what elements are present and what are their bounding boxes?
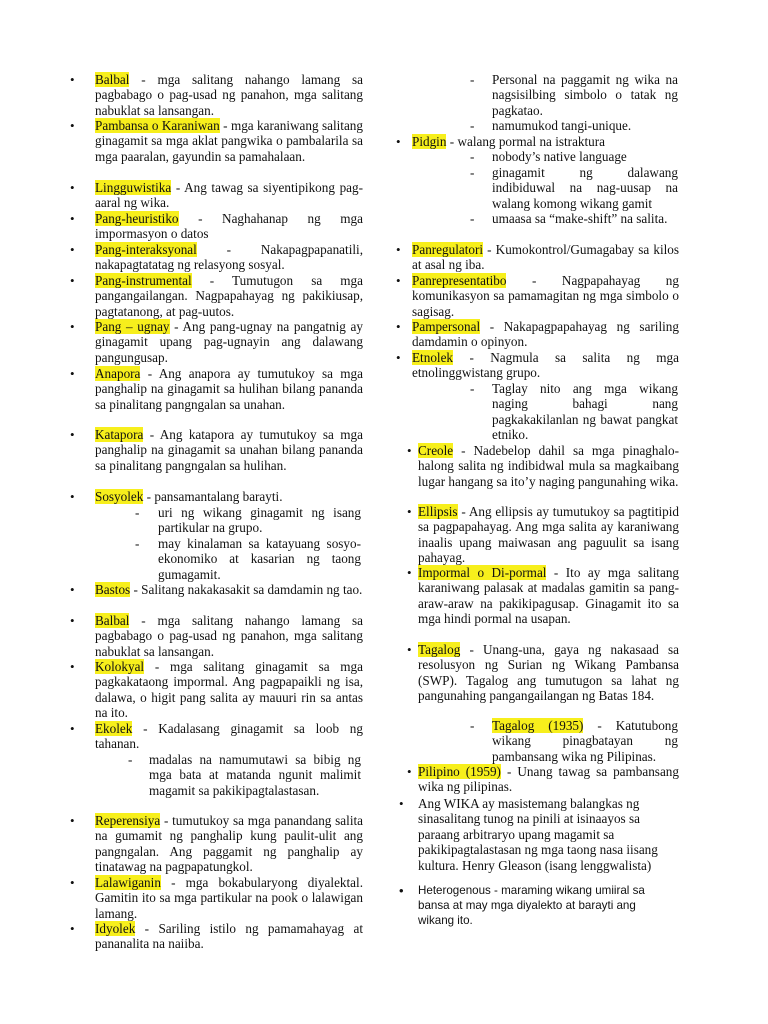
definition-text: - Sariling istilo ng pamamahayag at pananalita na naiiba. xyxy=(95,921,363,952)
bullet-dot-icon: • xyxy=(70,366,75,381)
bullet-dot-icon: • xyxy=(70,613,75,628)
list-item xyxy=(70,180,363,211)
term-highlight: Anapora xyxy=(95,366,141,381)
definition-text: - mga karaniwang salitang ginagamit sa mga aklat pangwika o pambalarila sa mga paaralan, gayundin sa pamahalaan. xyxy=(95,118,363,164)
sub-item xyxy=(470,718,678,764)
dash-icon: - xyxy=(470,718,475,733)
term-highlight: Etnolek xyxy=(412,350,454,365)
dash-icon: - xyxy=(128,752,133,767)
definition-text: - Ang tawag sa siyentipikong pag-aaral ng wika. xyxy=(95,180,363,211)
list-item xyxy=(398,319,679,350)
bullet-dot-icon: • xyxy=(407,504,412,519)
definition-text: - Naghahanap ng mga impormasyon o datos xyxy=(95,211,363,242)
definition-text: - Ito ay mga salitang karaniwang palasak at madalas gamitin sa pang-araw-araw na pakikipagusap. Ginagamit ito sa mga hindi pormal na usapan. xyxy=(418,565,680,627)
term-highlight: Bastos xyxy=(95,582,131,597)
list-item xyxy=(70,273,363,319)
definition-text: - Unang tawag sa pambansang wika ng pilipinas. xyxy=(418,764,679,795)
list-item xyxy=(70,211,363,242)
sub-item: - uri ng wikang ginagamit ng isang partikular na grupo. xyxy=(135,505,361,536)
bullet-dot-icon: • xyxy=(70,273,75,288)
term-highlight: Impormal o Di-pormal xyxy=(418,565,547,580)
term-highlight: Lalawiganin xyxy=(95,875,161,890)
term-highlight: Pampersonal xyxy=(412,319,481,334)
term-highlight: Tagalog xyxy=(418,642,461,657)
list-item xyxy=(398,242,679,273)
bullet-dot-icon: • xyxy=(70,427,75,442)
dash-icon: - xyxy=(135,505,140,520)
list-item xyxy=(398,350,679,381)
list-item xyxy=(398,504,679,566)
bullet-dot-icon: • xyxy=(70,582,75,597)
list-item xyxy=(398,764,679,795)
term-highlight: Panrepresentatibo xyxy=(412,273,507,288)
list-item xyxy=(70,489,363,504)
bullet-dot-icon: • xyxy=(70,180,75,195)
term-highlight: Kolokyal xyxy=(95,659,145,674)
dash-icon: - xyxy=(470,72,475,87)
definition-text: - Ang anapora ay tumutukoy sa mga panghalip na ginagamit sa hulihan bilang pananda sa pinalitang pangngalan sa unahan. xyxy=(95,366,363,412)
bullet-dot-icon: • xyxy=(407,443,412,458)
list-item xyxy=(70,875,363,921)
bullet-dot-icon: • xyxy=(70,659,75,674)
term-highlight: Pang-instrumental xyxy=(95,273,192,288)
term-highlight: Pang – ugnay xyxy=(95,319,170,334)
bullet-dot-icon: • xyxy=(407,642,412,657)
term-highlight: Ekolek xyxy=(95,721,133,736)
term-highlight: Idyolek xyxy=(95,921,136,936)
dash-icon: - xyxy=(470,118,475,133)
dash-icon: - xyxy=(470,211,475,226)
term-highlight: Creole xyxy=(418,443,454,458)
list-item xyxy=(70,72,363,118)
sub-item: - Taglay nito ang mga wikang naging bahagi nang pagkakakilanlan ng bawat pangkat etniko. xyxy=(470,381,678,443)
definition-text: - Kumokontrol/Gumagabay sa kilos at asal ng iba. xyxy=(412,242,679,273)
term-highlight: Pang-interaksyonal xyxy=(95,242,197,257)
term-highlight: Panregulatori xyxy=(412,242,484,257)
term-highlight: Lingguwistika xyxy=(95,180,172,195)
bullet-dot-icon: • xyxy=(407,764,412,779)
list-item xyxy=(398,134,679,149)
definition-text: - walang pormal na istraktura xyxy=(446,134,606,149)
bullet-dot-icon: • xyxy=(396,350,401,365)
definition-text: - Kadalasang ginagamit sa loob ng tahanan. xyxy=(95,721,363,752)
definition-text: - Nadebelop dahil sa mga pinaghalo-halong salita ng indibidwal mula sa magkaibang lugar hangang sa ito’y naging pangunahing wika. xyxy=(418,443,679,489)
term-highlight: Sosyolek xyxy=(95,489,144,504)
term-highlight: Ellipsis xyxy=(418,504,458,519)
definition-text: - Nakapagpapanatili, nakapagtatatag ng relasyong sosyal. xyxy=(95,242,363,273)
bullet-dot-icon: • xyxy=(70,813,75,828)
list-item xyxy=(70,118,363,164)
sub-item: - Personal na paggamit ng wika na nagsisilbing simbolo o tatak ng pagkatao. xyxy=(470,72,678,118)
bullet-dot-icon: • xyxy=(70,489,75,504)
bullet-dot-icon: • xyxy=(70,211,75,226)
term-highlight: Balbal xyxy=(95,613,130,628)
definition-text: - tumutukoy sa mga panandang salita na gumamit ng panghalip kung paulit-ulit ang pangngalan. Ang paggamit ng panghalip ay tinatawag na pagpapatungkol. xyxy=(95,813,363,875)
definition-text: - Unang-una, gaya ng nakasaad sa resolusyon ng Surian ng Wikang Pambansa (SWP). Tagalog ang tumutugon sa lahat ng pangunahing pangangailangan ng Batas 184. xyxy=(418,642,679,704)
dash-icon: - xyxy=(135,536,140,551)
bullet-dot-icon: • xyxy=(399,883,404,898)
list-item xyxy=(70,921,363,952)
sub-item: - namumukod tangi-unique. xyxy=(470,118,632,133)
bullet-dot-icon: • xyxy=(70,721,75,736)
list-item xyxy=(398,642,679,704)
list-item: • Heterogenous - maraming wikang umiiral sa bansa at may mga diyalekto at barayti ang wikang ito. xyxy=(399,883,645,927)
list-item xyxy=(398,565,679,627)
definition-text: - mga salitang nahango lamang sa pagbabago o pag-usad ng panahon, mga salitang nabuklat sa lansangan. xyxy=(95,72,363,118)
bullet-dot-icon: • xyxy=(396,273,401,288)
term-highlight: Pang-heuristiko xyxy=(95,211,179,226)
sub-item: - umaasa sa “make-shift” na salita. xyxy=(470,211,668,226)
list-item xyxy=(398,273,679,319)
definition-text: - Salitang nakakasakit sa damdamin ng tao. xyxy=(130,582,363,597)
list-item xyxy=(70,613,363,659)
term-highlight: Katapora xyxy=(95,427,144,442)
bullet-dot-icon: • xyxy=(407,565,412,580)
list-item xyxy=(70,366,363,412)
definition-text: - Nagpapahayag ng komunikasyon sa pamamagitan ng mga simbolo o sagisag. xyxy=(412,273,679,319)
definition-text: - mga bokabularyong diyalektal. Gamitin ito sa mga partikular na pook o lalawigan lamang. xyxy=(95,875,363,921)
definition-text: - mga salitang nahango lamang sa pagbabago o pag-usad ng panahon, mga salitang nabuklat sa lansangan. xyxy=(95,613,363,659)
bullet-dot-icon: • xyxy=(70,118,75,133)
bullet-dot-icon: • xyxy=(70,72,75,87)
list-item: • Ang WIKA ay masistemang balangkas ng sinasalitang tunog na pinili at isinaayos sa paraang arbitraryo upang magamit sa pakikipagtalastasan ng mga taong nasa iisang kultura. Henry Gleason (isang lenggwalista) xyxy=(399,796,658,873)
list-item xyxy=(70,319,363,365)
list-item xyxy=(70,582,363,597)
sub-item: - nobody’s native language xyxy=(470,149,627,164)
dash-icon: - xyxy=(470,149,475,164)
bullet-dot-icon: • xyxy=(399,796,404,811)
list-item xyxy=(70,427,363,473)
definition-text: - Ang pang-ugnay na pangatnig ay ginagamit upang pag-ugnayin ang dalawang pangungusap. xyxy=(95,319,363,365)
term-highlight: Pidgin xyxy=(412,134,447,149)
definition-text: - Ang katapora ay tumutukoy sa mga panghalip na ginagamit sa unahan bilang pananda sa pinalitang pangngalan sa hulihan. xyxy=(95,427,363,473)
bullet-dot-icon: • xyxy=(70,921,75,936)
bullet-dot-icon: • xyxy=(70,319,75,334)
bullet-dot-icon: • xyxy=(70,875,75,890)
definition-text: - Tumutugon sa mga pangangailangan. Nagpapahayag ng pakikiusap, pagtatanong, at pag-uutos. xyxy=(95,273,363,319)
term-highlight: Pambansa o Karaniwan xyxy=(95,118,220,133)
list-item xyxy=(70,721,363,752)
dash-icon: - xyxy=(470,381,475,396)
definition-text: - Nagmula sa salita ng mga etnolinggwistang grupo. xyxy=(412,350,679,381)
list-item xyxy=(398,443,679,489)
definition-text: - mga salitang ginagamit sa mga pagkakataong impormal. Ang pagpapaikli ng isa, dalawa, o higit pang salita ay mauuri rin sa antas na ito. xyxy=(95,659,363,721)
sub-item: - madalas na namumutawi sa bibig ng mga bata at matanda ngunit malimit magamit sa pakikipagtalastasan. xyxy=(128,752,361,798)
term-highlight: Balbal xyxy=(95,72,130,87)
term-highlight: Pilipino (1959) xyxy=(418,764,501,779)
definition-text: - Katutubong wikang pinagbatayan ng pambansang wika ng Pilipinas. xyxy=(492,718,678,764)
definition-text: - pansamantalang barayti. xyxy=(143,489,283,504)
bullet-dot-icon: • xyxy=(396,319,401,334)
bullet-dot-icon: • xyxy=(70,242,75,257)
list-item xyxy=(70,659,363,721)
definition-text: - Nakapagpapahayag ng sariling damdamin o opinyon. xyxy=(412,319,679,350)
term-highlight: Tagalog (1935) xyxy=(492,718,584,733)
dash-icon: - xyxy=(470,165,475,180)
bullet-dot-icon: • xyxy=(396,134,401,149)
list-item xyxy=(70,813,363,875)
sub-item: - ginagamit ng dalawang indibiduwal na nag-uusap na walang komong wikang gamit xyxy=(470,165,678,211)
definition-text: - Ang ellipsis ay tumutukoy sa pagtitipid sa pagpapahayag. Ang mga salita ay karaniwang inaalis upang maiwasan ang paguulit sa isang pahayag. xyxy=(418,504,679,566)
list-item xyxy=(70,242,363,273)
bullet-dot-icon: • xyxy=(396,242,401,257)
term-highlight: Reperensiya xyxy=(95,813,161,828)
sub-item: - may kinalaman sa katayuang sosyo-ekonomiko at kasarian ng taong gumagamit. xyxy=(135,536,361,582)
